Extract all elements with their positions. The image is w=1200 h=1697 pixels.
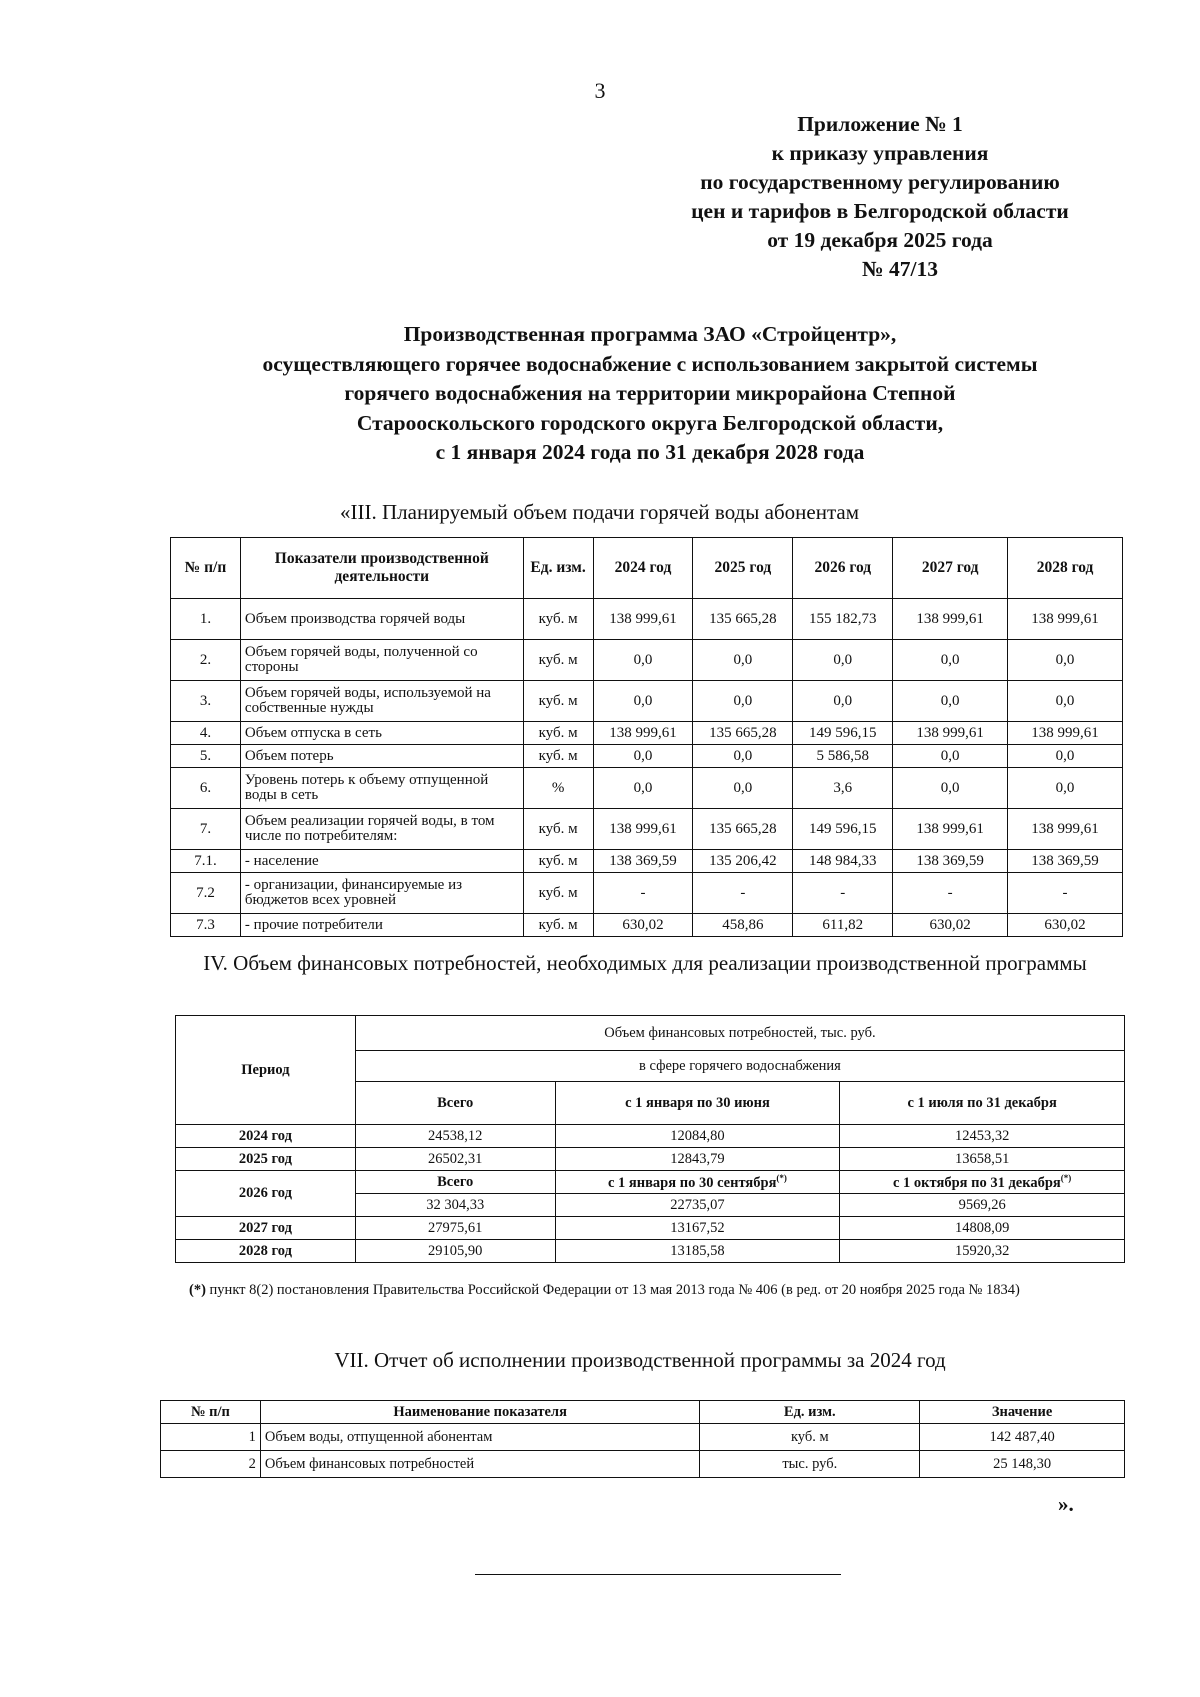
indicator-name: Объем воды, отпущенной абонентам (260, 1424, 700, 1451)
period-cell: 2024 год (176, 1125, 356, 1148)
col-header: Значение (920, 1401, 1125, 1424)
period-cell: 2027 год (176, 1217, 356, 1240)
section-3-heading: «III. Планируемый объем подачи горячей воды абонентам (340, 500, 859, 524)
row-number: 3. (171, 681, 241, 722)
section-7-heading: VII. Отчет об исполнении производственной программы за 2024 год (334, 1348, 946, 1372)
unit-cell: куб. м (523, 850, 593, 873)
col-header: Ед. изм. (700, 1401, 920, 1424)
unit-cell: % (523, 768, 593, 809)
value-cell: 0,0 (793, 640, 893, 681)
value-cell: 0,0 (693, 640, 793, 681)
value-cell: 135 665,28 (693, 809, 793, 850)
value-cell: 138 999,61 (1008, 599, 1123, 640)
value-cell: 458,86 (693, 914, 793, 937)
table-row (176, 1125, 1125, 1148)
appendix-line: по государственному регулированию (700, 170, 1060, 194)
row-number: 1 (161, 1424, 261, 1451)
col-header: 2025 год (693, 538, 793, 599)
value-cell: 138 369,59 (893, 850, 1008, 873)
value-cell: 138 999,61 (593, 599, 693, 640)
appendix-line: Приложение № 1 (797, 112, 963, 136)
value-cell: 138 369,59 (1008, 850, 1123, 873)
col-header: 2026 год (793, 538, 893, 599)
value-cell: 13658,51 (840, 1148, 1125, 1171)
value-cell: 9569,26 (840, 1194, 1125, 1217)
col-header-h2: с 1 июля по 31 декабря (840, 1082, 1125, 1125)
value-cell: 0,0 (893, 745, 1008, 768)
table-row (171, 745, 1123, 768)
value-cell: 149 596,15 (793, 722, 893, 745)
value-cell: 0,0 (893, 768, 1008, 809)
value-cell: 0,0 (1008, 681, 1123, 722)
col-header: 2028 год (1008, 538, 1123, 599)
title-line: осуществляющего горячее водоснабжение с использованием закрытой системы (262, 351, 1038, 376)
value-cell: 27975,61 (355, 1217, 555, 1240)
value-cell: 15920,32 (840, 1240, 1125, 1263)
value-cell: 630,02 (1008, 914, 1123, 937)
value-cell: 0,0 (693, 681, 793, 722)
unit-cell: тыс. руб. (700, 1451, 920, 1478)
value-cell: 0,0 (593, 745, 693, 768)
appendix-header (620, 110, 1140, 284)
value-cell: 29105,90 (355, 1240, 555, 1263)
value-cell: - (893, 873, 1008, 914)
indicator-name: - население (240, 850, 523, 873)
value-cell: 0,0 (593, 681, 693, 722)
col-header: № п/п (161, 1401, 261, 1424)
period-cell: 2028 год (176, 1240, 356, 1263)
value-cell: 138 999,61 (1008, 722, 1123, 745)
section-4-heading: IV. Объем финансовых потребностей, необходимых для реализации производственной программы (203, 951, 1087, 975)
col-header: 2027 год (893, 538, 1008, 599)
unit-cell: куб. м (523, 640, 593, 681)
value-cell: 138 999,61 (593, 722, 693, 745)
value-cell: 135 665,28 (693, 722, 793, 745)
table-row (161, 1451, 1125, 1478)
value-cell: 0,0 (693, 745, 793, 768)
value-cell: 135 665,28 (693, 599, 793, 640)
value-cell: 138 999,61 (593, 809, 693, 850)
col-header-total: Всего (355, 1082, 555, 1125)
row-number: 7.1. (171, 850, 241, 873)
execution-report-table (160, 1400, 1125, 1478)
value-cell: 22735,07 (555, 1194, 840, 1217)
planned-volume-table (170, 537, 1123, 937)
value-cell: 3,6 (793, 768, 893, 809)
value-cell: 26502,31 (355, 1148, 555, 1171)
footnote-text: пункт 8(2) постановления Правительства Российской Федерации от 13 мая 2013 года № 406 (в ред. от 20 ноября 2025 года № 1834) (209, 1282, 1020, 1298)
footnote (175, 1280, 1145, 1300)
financial-needs-table (175, 1015, 1125, 1263)
row-number: 7.3 (171, 914, 241, 937)
table-row (176, 1148, 1125, 1171)
value-cell: 148 984,33 (793, 850, 893, 873)
indicator-name: - организации, финансируемые из бюджетов всех уровней (240, 873, 523, 914)
row-number: 4. (171, 722, 241, 745)
value-cell: 0,0 (893, 681, 1008, 722)
unit-cell: куб. м (523, 873, 593, 914)
value-cell: 0,0 (1008, 640, 1123, 681)
table-row (171, 850, 1123, 873)
closing-quote: ». (1058, 1492, 1074, 1516)
footnote-mark: (*) (189, 1282, 206, 1298)
value-cell: 138 999,61 (893, 809, 1008, 850)
value-cell: 0,0 (593, 640, 693, 681)
table-row (171, 681, 1123, 722)
table-header-row (161, 1401, 1125, 1424)
value-cell: 12084,80 (555, 1125, 840, 1148)
col-header: Ед. изм. (523, 538, 593, 599)
value-cell: 0,0 (793, 681, 893, 722)
unit-cell: куб. м (523, 681, 593, 722)
table-row (171, 914, 1123, 937)
row-number: 2. (171, 640, 241, 681)
indicator-name: Объем потерь (240, 745, 523, 768)
title-line: Производственная программа ЗАО «Стройцентр», (403, 322, 897, 346)
row-number: 1. (171, 599, 241, 640)
value-cell: 142 487,40 (920, 1424, 1125, 1451)
indicator-name: Объем горячей воды, полученной со стороны (240, 640, 523, 681)
value-cell: 0,0 (593, 768, 693, 809)
unit-cell: куб. м (700, 1424, 920, 1451)
value-cell: 0,0 (1008, 745, 1123, 768)
unit-cell: куб. м (523, 809, 593, 850)
value-cell: 13185,58 (555, 1240, 840, 1263)
col-header: 2024 год (593, 538, 693, 599)
value-cell: 630,02 (893, 914, 1008, 937)
value-cell: 138 369,59 (593, 850, 693, 873)
value-cell: 155 182,73 (793, 599, 893, 640)
indicator-name: - прочие потребители (240, 914, 523, 937)
row-number: 7.2 (171, 873, 241, 914)
col-header-h1: с 1 января по 30 июня (555, 1082, 840, 1125)
table-row (176, 1240, 1125, 1263)
title-line: горячего водоснабжения на территории микрорайона Степной (344, 381, 956, 405)
table-row (171, 809, 1123, 850)
divider-line (475, 1574, 841, 1575)
period-cell: 2025 год (176, 1148, 356, 1171)
col-header: Наименование показателя (260, 1401, 700, 1424)
value-cell: 149 596,15 (793, 809, 893, 850)
table-row (176, 1171, 1125, 1194)
appendix-line: № 47/13 (862, 257, 938, 281)
table-row (171, 640, 1123, 681)
value-cell: 14808,09 (840, 1217, 1125, 1240)
value-cell: 611,82 (793, 914, 893, 937)
period-cell: 2026 год (176, 1171, 356, 1217)
value-cell: 5 586,58 (793, 745, 893, 768)
value-cell: - (693, 873, 793, 914)
indicator-name: Объем производства горячей воды (240, 599, 523, 640)
value-cell: 0,0 (1008, 768, 1123, 809)
table-row (171, 599, 1123, 640)
value-cell: 24538,12 (355, 1125, 555, 1148)
table-row (171, 768, 1123, 809)
value-cell: 32 304,33 (355, 1194, 555, 1217)
unit-cell: куб. м (523, 722, 593, 745)
table-row (171, 873, 1123, 914)
document-title (160, 320, 1140, 468)
group-header: Объем финансовых потребностей, тыс. руб. (355, 1016, 1124, 1051)
indicator-name: Объем финансовых потребностей (260, 1451, 700, 1478)
col-header: № п/п (171, 538, 241, 599)
table-row (176, 1217, 1125, 1240)
period-header: Период (176, 1016, 356, 1125)
value-cell: 25 148,30 (920, 1451, 1125, 1478)
indicator-name: Объем отпуска в сеть (240, 722, 523, 745)
value-cell: 138 999,61 (1008, 809, 1123, 850)
value-cell: 138 999,61 (893, 722, 1008, 745)
appendix-line: от 19 декабря 2025 года (767, 228, 993, 252)
value-cell: 0,0 (693, 768, 793, 809)
row-number: 6. (171, 768, 241, 809)
table-header-row (171, 538, 1123, 599)
col-header-2026-h2: с 1 октября по 31 декабря(*) (840, 1171, 1125, 1194)
row-number: 5. (171, 745, 241, 768)
value-cell: 138 999,61 (893, 599, 1008, 640)
row-number: 2 (161, 1451, 261, 1478)
indicator-name: Объем горячей воды, используемой на собственные нужды (240, 681, 523, 722)
title-line: Старооскольского городского округа Белгородской области, (356, 410, 944, 435)
appendix-line: к приказу управления (771, 141, 989, 165)
indicator-name: Объем реализации горячей воды, в том числе по потребителям: (240, 809, 523, 850)
table-row (171, 722, 1123, 745)
value-cell: 12453,32 (840, 1125, 1125, 1148)
indicator-name: Уровень потерь к объему отпущенной воды в сеть (240, 768, 523, 809)
appendix-line: цен и тарифов в Белгородской области (691, 199, 1069, 223)
unit-cell: куб. м (523, 745, 593, 768)
unit-cell: куб. м (523, 914, 593, 937)
table-row (161, 1424, 1125, 1451)
unit-cell: куб. м (523, 599, 593, 640)
value-cell: - (793, 873, 893, 914)
value-cell: 13167,52 (555, 1217, 840, 1240)
page-number: 3 (594, 78, 606, 103)
title-line: с 1 января 2024 года по 31 декабря 2028 года (435, 440, 865, 464)
row-number: 7. (171, 809, 241, 850)
col-header: Показатели производственной деятельности (240, 538, 523, 599)
value-cell: 12843,79 (555, 1148, 840, 1171)
col-header-total: Всего (355, 1171, 555, 1194)
value-cell: 630,02 (593, 914, 693, 937)
col-header-2026-h1: с 1 января по 30 сентября(*) (555, 1171, 840, 1194)
value-cell: 135 206,42 (693, 850, 793, 873)
value-cell: 0,0 (893, 640, 1008, 681)
sub-header: в сфере горячего водоснабжения (355, 1051, 1124, 1082)
value-cell: - (593, 873, 693, 914)
value-cell: - (1008, 873, 1123, 914)
